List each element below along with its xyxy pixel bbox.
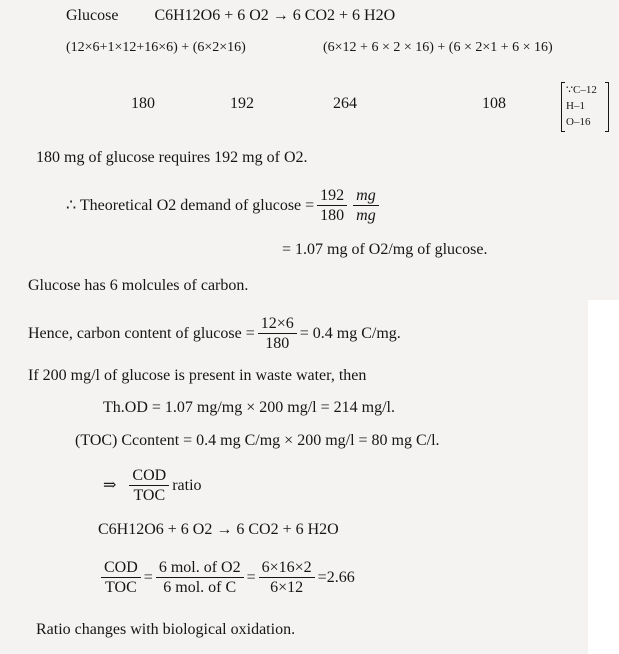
fraction-denominator: 6 mol. of C [163,579,237,596]
ratio-word: ratio [172,476,202,494]
carbon-content-fraction [258,314,297,353]
page-edge [588,300,619,654]
theoretical-o2-fraction [317,186,347,225]
thod-calculation: Th.OD = 1.07 mg/mg × 200 mg/l = 214 mg/l. [103,399,395,416]
unit-numerator: mg [353,186,379,206]
wastewater-statement: If 200 mg/l of glucose is present in waste water, then [28,367,367,384]
implies-arrow: ⇒ [103,476,117,494]
carbon-content-prefix: Hence, carbon content of glucose = [28,324,255,342]
glucose-equation: C6H12O6 + 6 O2 → 6 CO2 + 6 H2O [154,7,396,24]
glucose-equation-repeat: C6H12O6 + 6 O2 → 6 CO2 + 6 H2O [98,521,339,538]
fraction-denominator: 180 [320,207,345,224]
cod-toc-ratio-line [103,466,202,505]
glucose-oxygen-statement: 180 mg of glucose requires 192 mg of O2. [36,149,308,166]
cod-toc-fraction [101,558,141,597]
atomic-mass-c: ∵C–12 [566,84,597,96]
fraction-denominator: TOC [105,579,137,596]
unit-denominator: mg [356,207,376,224]
molar-mass-right: (6×12 + 6 × 2 × 16) + (6 × 2×1 + 6 × 16) [323,40,553,55]
theoretical-o2-prefix: ∴ Theoretical O2 demand of glucose = [66,196,315,214]
mass-water: 108 [482,95,506,112]
carbon-content-line [28,314,401,353]
carbon-molecules-statement: Glucose has 6 molcules of carbon. [28,277,249,294]
fraction-denominator: 6×12 [270,579,304,596]
fraction-denominator: 180 [265,335,290,352]
molar-mass-left: (12×6+1×12+16×6) + (6×2×16) [66,40,246,55]
fraction-numerator: COD [101,558,141,578]
mass-co2: 264 [333,95,357,112]
fraction-numerator: COD [129,466,169,486]
fraction-numerator: 12×6 [258,314,297,334]
mole-fraction [156,558,244,597]
mass-fraction [259,558,315,597]
atomic-mass-o: O–16 [566,116,591,128]
theoretical-o2-line [66,186,382,225]
atomic-mass-h: H–1 [566,100,585,112]
mass-glucose: 180 [131,95,155,112]
cod-toc-calculation: $\frac{\text{COD}}{\text{TOC}}$ = $\frac{\text{6 mol. of O2}}{\text{6 mol. of C}}$ = $\frac{6\times 16\times 2}{6\times 12}$ =2.66 [98,558,355,597]
glucose-label: Glucose [66,7,119,24]
fraction-numerator: 6 mol. of O2 [156,558,244,578]
theoretical-o2-result: = 1.07 mg of O2/mg of glucose. [282,241,488,258]
atomic-mass-box [561,82,609,132]
ratio-conclusion: Ratio changes with biological oxidation. [36,621,296,638]
mass-oxygen: 192 [230,95,254,112]
glucose-equation-line [66,6,395,26]
ratio-result: =2.66 [317,568,355,586]
fraction-numerator: 6×16×2 [259,558,315,578]
carbon-content-suffix: = 0.4 mg C/mg. [299,324,401,342]
cod-toc-fraction [129,466,169,505]
unit-fraction [353,186,379,225]
toc-calculation: (TOC) Ccontent = 0.4 mg C/mg × 200 mg/l = 80 mg C/l. [75,432,440,449]
fraction-numerator: 192 [317,186,347,206]
fraction-denominator: TOC [133,487,166,504]
